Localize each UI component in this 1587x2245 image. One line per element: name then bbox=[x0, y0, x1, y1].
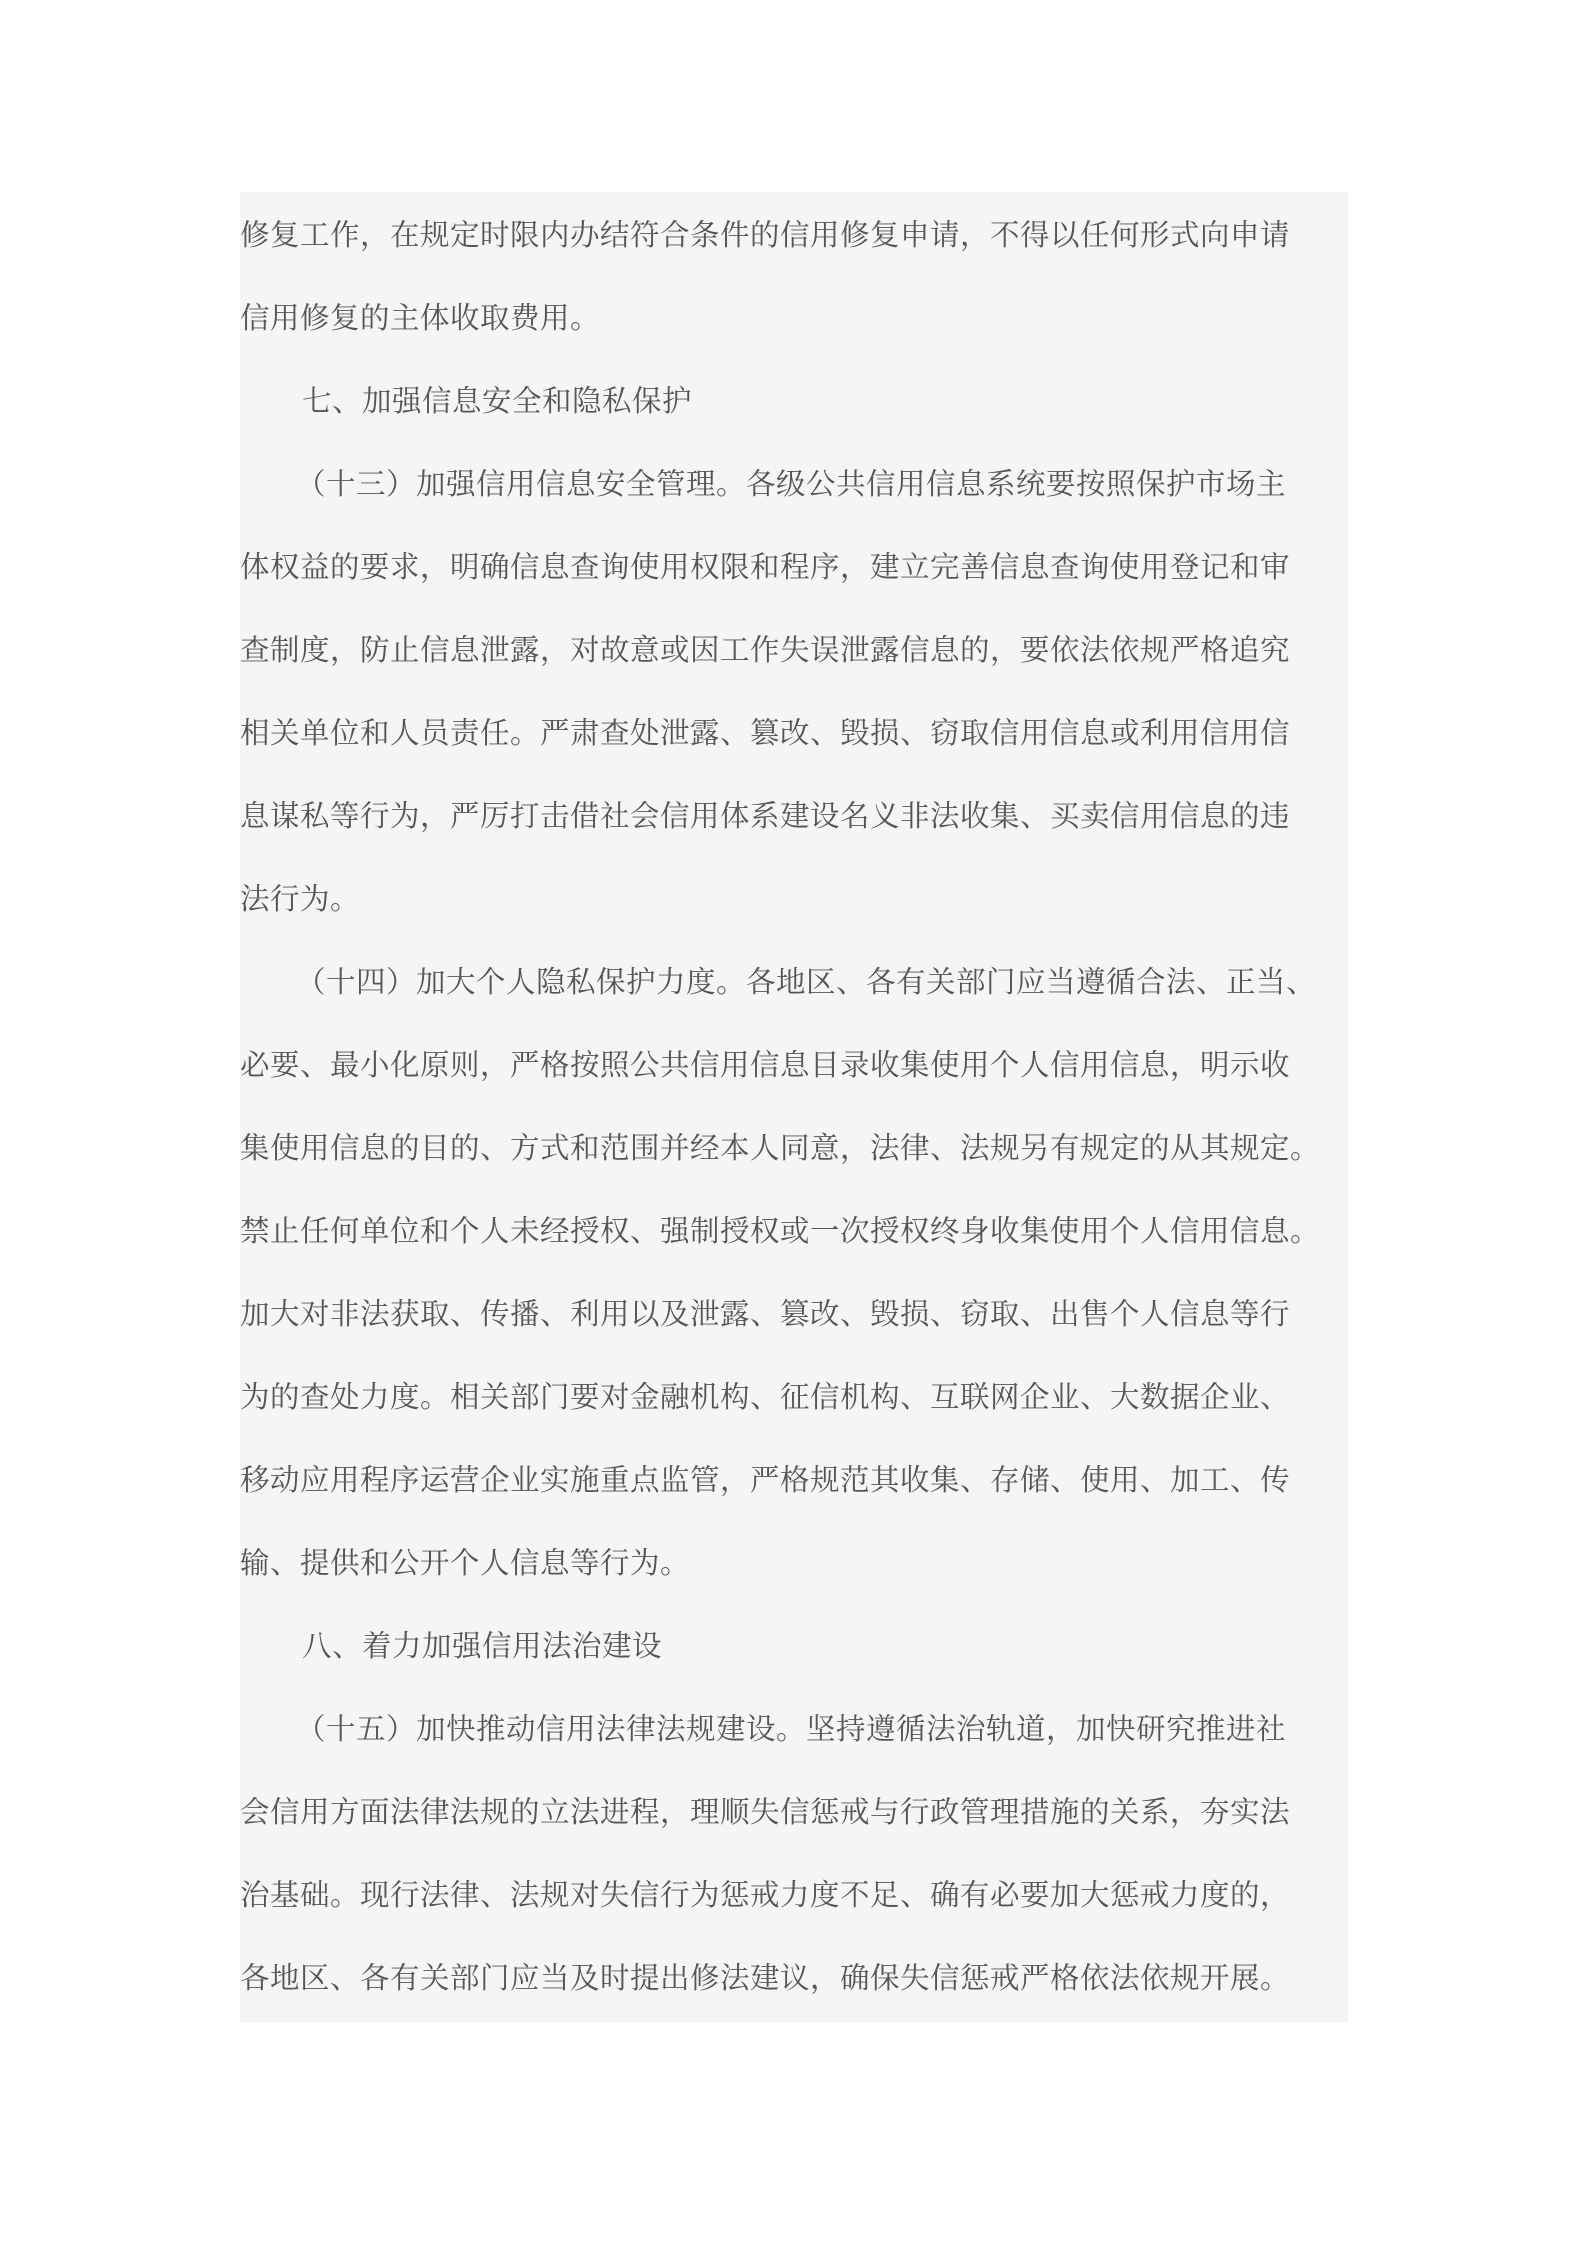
document-page bbox=[240, 192, 1348, 2022]
paragraph-line: 各地区、各有关部门应当及时提出修法建议，确保失信惩戒严格依法依规开展。 bbox=[240, 1961, 1291, 1995]
paragraph-line: 会信用方面法律法规的立法进程，理顺失信惩戒与行政管理措施的关系，夯实法 bbox=[240, 1795, 1291, 1829]
paragraph-line: 修复工作，在规定时限内办结符合条件的信用修复申请，不得以任何形式向申请 bbox=[240, 218, 1291, 252]
paragraph-line: 法行为。 bbox=[240, 882, 361, 916]
paragraph-line: 体权益的要求，明确信息查询使用权限和程序，建立完善信息查询使用登记和审 bbox=[240, 550, 1291, 584]
paragraph-line: 查制度，防止信息泄露，对故意或因工作失误泄露信息的，要依法依规严格追究 bbox=[240, 633, 1291, 667]
paragraph-line: 集使用信息的目的、方式和范围并经本人同意，法律、法规另有规定的从其规定。 bbox=[240, 1131, 1321, 1165]
paragraph-line: 移动应用程序运营企业实施重点监管，严格规范其收集、存储、使用、加工、传 bbox=[240, 1463, 1291, 1497]
paragraph-line: 息谋私等行为，严厉打击借社会信用体系建设名义非法收集、买卖信用信息的违 bbox=[240, 799, 1291, 833]
paragraph-line: 信用修复的主体收取费用。 bbox=[240, 301, 601, 335]
paragraph-14-start: （十四）加大个人隐私保护力度。各地区、各有关部门应当遵循合法、正当、 bbox=[296, 965, 1317, 999]
section-heading-8: 八、着力加强信用法治建设 bbox=[302, 1629, 663, 1663]
section-heading-7: 七、加强信息安全和隐私保护 bbox=[302, 384, 693, 418]
paragraph-line: 为的查处力度。相关部门要对金融机构、征信机构、互联网企业、大数据企业、 bbox=[240, 1380, 1291, 1414]
paragraph-line: 输、提供和公开个人信息等行为。 bbox=[240, 1546, 691, 1580]
paragraph-13-start: （十三）加强信用信息安全管理。各级公共信用信息系统要按照保护市场主 bbox=[296, 467, 1287, 501]
paragraph-line: 禁止任何单位和个人未经授权、强制授权或一次授权终身收集使用个人信用信息。 bbox=[240, 1214, 1321, 1248]
paragraph-line: 必要、最小化原则，严格按照公共信用信息目录收集使用个人信用信息，明示收 bbox=[240, 1048, 1291, 1082]
paragraph-15-start: （十五）加快推动信用法律法规建设。坚持遵循法治轨道，加快研究推进社 bbox=[296, 1712, 1287, 1746]
paragraph-line: 加大对非法获取、传播、利用以及泄露、篡改、毁损、窃取、出售个人信息等行 bbox=[240, 1297, 1291, 1331]
paragraph-line: 相关单位和人员责任。严肃查处泄露、篡改、毁损、窃取信用信息或利用信用信 bbox=[240, 716, 1291, 750]
paragraph-line: 治基础。现行法律、法规对失信行为惩戒力度不足、确有必要加大惩戒力度的， bbox=[240, 1878, 1291, 1912]
